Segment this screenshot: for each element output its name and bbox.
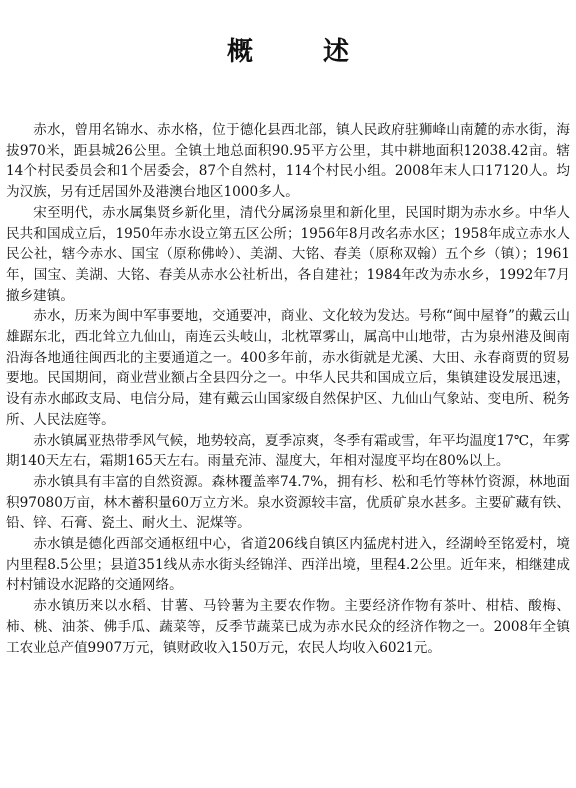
- paragraph-agriculture: 赤水镇历来以水稻、甘薯、马铃薯为主要农作物。主要经济作物有茶叶、柑桔、酸梅、柿、桃、油茶、佛手瓜、蔬菜等，反季节蔬菜已成为赤水民众的经济作物之一。2008年全镇工农业总产值9907万元，镇财政收入150万元，农民人均收入6021元。: [6, 598, 570, 656]
- paragraph-transport-commerce: 赤水，历来为闽中军事要地，交通要冲，商业、文化较为发达。号称“闽中屋脊”的戴云山雄踞东北，西北耸立九仙山，南连云头岐山，北枕罩雾山，属高中山地带，古为泉州港及闽南沿海各地通往闽西北的主要通道之一。400多年前，赤水街就是尤溪、大田、永春商贾的贸易要地。民国期间，商业营业额占全县四分之一。中华人民共和国成立后，集镇建设发展迅速，设有赤水邮政支局、电信分局，建有戴云山国家级自然保护区、九仙山气象站、变电所、税务所、人民法庭等。: [6, 308, 570, 428]
- paragraph-overview: 赤水，曾用名锦水、赤水格，位于德化县西北部，镇人民政府驻狮峰山南麓的赤水街，海拔970米，距县城26公里。全镇土地总面积90.95平方公里，其中耕地面积12038.42亩。辖14个村民委员会和1个居委会，87个自然村，114个村民小组。2008年末人口17120人。均为汉族，另有迁居国外及港澳台地区1000多人。: [6, 122, 570, 201]
- paragraph-history: 宋至明代，赤水属集贤乡新化里，清代分属汤泉里和新化里，民国时期为赤水乡。中华人民共和国成立后，1950年赤水设立第五区公所；1956年8月改名赤水区；1958年成立赤水人民公社，辖今赤水、国宝（原称佛岭）、美湖、大铭、春美（原称双翰）五个乡（镇）；1961年，国宝、美湖、大铭、春美从赤水公社析出，各自建社；1984年改为赤水乡，1992年7月撤乡建镇。: [6, 204, 570, 304]
- paragraph-climate: 赤水镇属亚热带季风气候，地势较高，夏季凉爽，冬季有霜或雪，年平均温度17℃，年雾期140天左右，霜期165天左右。雨量充沛、湿度大，年相对湿度平均在80%以上。: [6, 432, 570, 470]
- page-title: 概 述: [226, 37, 371, 68]
- paragraph-resources: 赤水镇具有丰富的自然资源。森林覆盖率74.7%，拥有杉、松和毛竹等林竹资源，林地面积97080万亩，林木蓄积量60万立方米。泉水资源较丰富，优质矿泉水甚多。主要矿藏有铁、铅、锌、石膏、瓷土、耐火土、泥煤等。: [6, 473, 570, 532]
- paragraph-roads: 赤水镇是德化西部交通枢纽中心，省道206线自镇区内猛虎村进入，经湖岭至铭爱村，境内里程8.5公里；县道351线从赤水街头经锦洋、西洋出境，里程4.2公里。近年来，相继建成村村铺设水泥路的交通网络。: [6, 536, 570, 594]
- body-text: [6, 120, 570, 658]
